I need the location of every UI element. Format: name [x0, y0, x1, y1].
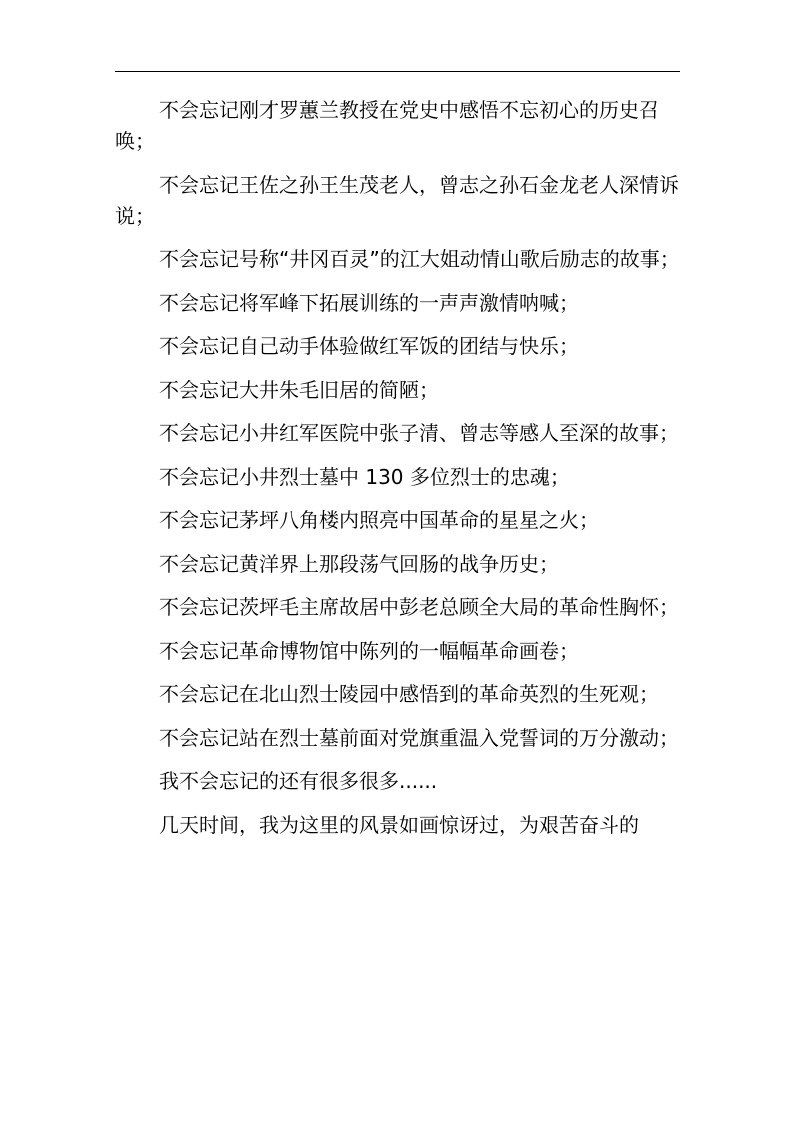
paragraph: 不会忘记革命博物馆中陈列的一幅幅革命画卷；: [159, 638, 579, 663]
paragraph: 不会忘记在北山烈士陵园中感悟到的革命英烈的生死观；: [159, 682, 659, 706]
paragraph: 不会忘记将军峰下拓展训练的一声声激情呐喊；: [159, 290, 579, 315]
paragraph: 不会忘记王佐之孙王生茂老人，曾志之孙石金龙老人深情诉说；: [115, 172, 679, 228]
paragraph: 不会忘记茅坪八角楼内照亮中国革命的星星之火；: [159, 508, 599, 532]
paragraph: 不会忘记自己动手体验做红军饭的团结与快乐；: [159, 334, 579, 358]
header-rule: [115, 71, 680, 72]
paragraph: 不会忘记小井红军医院中张子清、曾志等感人至深的故事；: [159, 421, 679, 445]
paragraph: 不会忘记大井朱毛旧居的简陋；: [159, 377, 439, 402]
paragraph: 不会忘记站在烈士墓前面对党旗重温入党誓词的万分激动；: [159, 725, 679, 750]
paragraph: 不会忘记号称“井冈百灵”的江大姐动情山歌后励志的故事；: [159, 247, 680, 271]
paragraph: 不会忘记小井烈士墓中 130 多位烈士的忠魂；: [159, 464, 570, 489]
paragraph: 几天时间，我为这里的风景如画惊讶过，为艰苦奋斗的: [159, 812, 639, 837]
paragraph: 我不会忘记的还有很多很多......: [159, 769, 438, 793]
document-body: [115, 95, 683, 853]
paragraph: 不会忘记刚才罗蕙兰教授在党史中感悟不忘初心的历史召唤；: [115, 98, 659, 153]
paragraph: 不会忘记茨坪毛主席故居中彭老总顾全大局的革命性胸怀；: [159, 595, 679, 619]
paragraph: 不会忘记黄洋界上那段荡气回肠的战争历史；: [159, 551, 559, 576]
